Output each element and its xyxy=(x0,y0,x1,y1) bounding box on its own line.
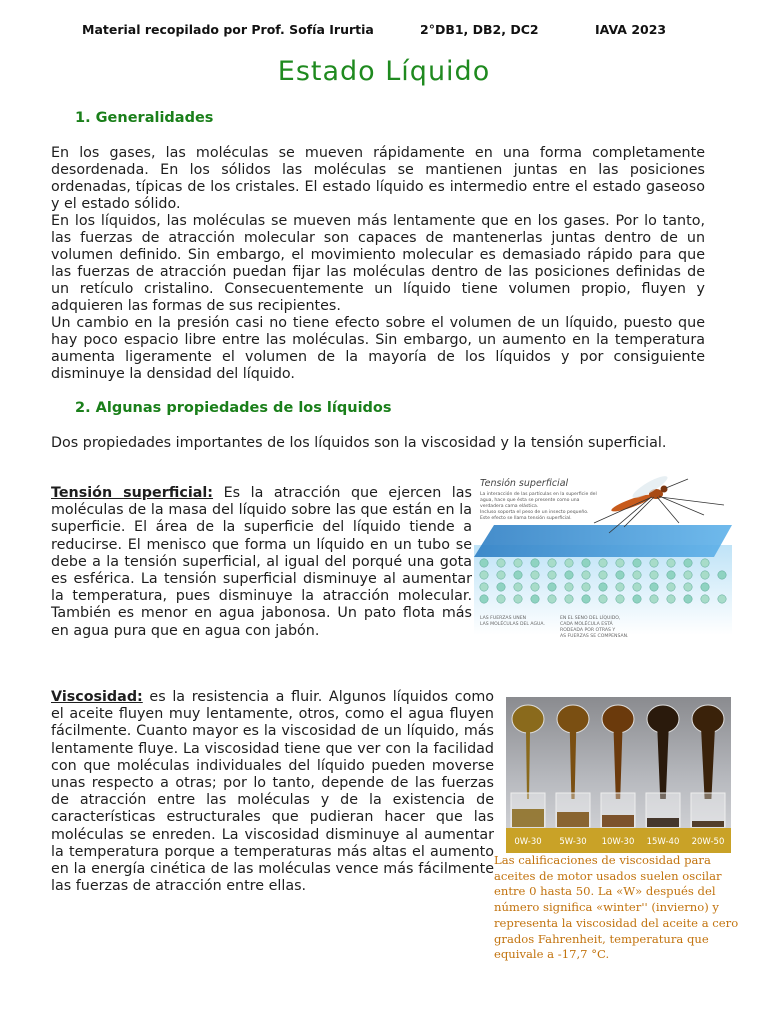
molecule xyxy=(701,571,709,579)
viscosity-paragraph xyxy=(51,689,494,895)
beaker-oil xyxy=(512,809,544,827)
molecule xyxy=(599,571,607,579)
section-propiedades-intro: Dos propiedades importantes de los líquidos son la viscosidad y la tensión superficial. xyxy=(51,435,667,451)
molecule xyxy=(650,595,658,603)
molecule xyxy=(548,571,556,579)
molecule xyxy=(514,583,522,591)
svg-text:Este efecto se llama tensión s: Este efecto se llama tensión superficial. xyxy=(480,516,572,521)
section-heading-propiedades: 2. Algunas propiedades de los líquidos xyxy=(75,400,392,416)
molecule xyxy=(497,559,505,567)
molecule xyxy=(514,571,522,579)
molecule xyxy=(582,571,590,579)
tension-text: Es la atracción que ejercen las moléculas de la masa del líquido sobre las que están en la superficie. El área de la superficie del líquido tiende a reducirse. El menisco que forma un líquido en un tubo se debe a la tensión superficial, al igual del porqué una gota es esférica. La tensión superficial disminuye al aumentar la temperatura, pues disminuye la atracción molecular. También es menor en agua jabonosa. Un pato flota más en agua pura que en agua con jabón. xyxy=(51,485,472,639)
section-heading-generalidades: 1. Generalidades xyxy=(75,110,214,126)
grade-label: 20W-50 xyxy=(691,837,725,847)
molecule xyxy=(684,571,692,579)
oil-funnel xyxy=(557,705,589,733)
header-institution: IAVA 2023 xyxy=(595,22,667,37)
molecule xyxy=(582,583,590,591)
oil-photo-caption: Las calificaciones de viscosidad para aceites de motor usados suelen oscilar entre 0 hasta 50. La «W» después del número significa «winter'' (invierno) y representa la viscosidad del aceite a cero grados Fahrenheit, temperatura que equivale a -17,7 °C. xyxy=(494,853,739,962)
beaker-oil xyxy=(692,821,724,827)
molecule xyxy=(582,595,590,603)
molecule xyxy=(616,583,624,591)
molecule xyxy=(480,571,488,579)
molecule xyxy=(667,595,675,603)
paragraph: En los gases, las moléculas se mueven rápidamente en una forma completamente desordenada. En los sólidos las moléculas se mantienen juntas en las posiciones ordenadas, típicas de los cristales. El estado líquido es intermedio entre el estado gaseoso y el estado sólido. xyxy=(51,145,705,212)
grade-label: 15W-40 xyxy=(646,837,680,847)
molecule xyxy=(480,595,488,603)
molecule xyxy=(616,559,624,567)
viscosity-term: Viscosidad: xyxy=(51,689,143,705)
beaker-oil xyxy=(557,812,589,827)
molecule xyxy=(701,595,709,603)
molecule xyxy=(531,595,539,603)
molecule xyxy=(616,571,624,579)
molecule xyxy=(531,571,539,579)
page-title: Estado Líquido xyxy=(277,56,491,87)
molecule xyxy=(701,559,709,567)
molecule xyxy=(565,583,573,591)
molecule xyxy=(684,583,692,591)
molecule xyxy=(650,583,658,591)
oil-funnel xyxy=(692,705,724,733)
molecule xyxy=(650,571,658,579)
molecule xyxy=(667,571,675,579)
molecule xyxy=(599,559,607,567)
figure-label-left: LAS MOLÉCULAS DEL AGUA. xyxy=(480,622,545,627)
viscosity-text: es la resistencia a fluir. Algunos líquidos como el aceite fluyen muy lentamente, otros, como el agua fluyen fácilmente. Cuanto mayor es la viscosidad de un líquido, más lentamente fluye. La viscosidad tiene que ver con la facilidad con que moléculas individuales del líquido pueden moverse unas respecto a otras; por lo tanto, depende de las fuerzas de atracción entre las moléculas y de la existencia de características estructurales que pudieran hacer que las moléculas se enreden. La viscosidad disminuye al aumentar la temperatura porque a temperaturas más altas el aumento en la energía cinética de las moléculas vence más fácilmente las fuerzas de atracción entre ellas. xyxy=(51,689,494,895)
grade-label: 0W-30 xyxy=(514,837,542,847)
molecule xyxy=(514,595,522,603)
molecule xyxy=(514,559,522,567)
molecule xyxy=(667,583,675,591)
molecule xyxy=(565,559,573,567)
tension-term: Tensión superficial: xyxy=(51,485,214,501)
header-groups: 2°DB1, DB2, DC2 xyxy=(420,22,539,37)
molecule xyxy=(633,595,641,603)
molecule xyxy=(718,571,726,579)
molecule xyxy=(684,595,692,603)
figure-label-right: EN EL SENO DEL LÍQUIDO, xyxy=(560,616,621,621)
surface-tension-illustration xyxy=(474,475,732,639)
oil-funnel xyxy=(512,705,544,733)
beaker-oil xyxy=(602,815,634,827)
svg-text:La interacción de las partícul: La interacción de las partículas en la superficie del xyxy=(480,492,597,497)
figure-label-right: CADA MOLÉCULA ESTÁ xyxy=(560,622,613,627)
molecule xyxy=(480,559,488,567)
molecule xyxy=(599,595,607,603)
beaker-oil xyxy=(647,818,679,827)
tension-paragraph xyxy=(51,485,472,640)
molecule xyxy=(582,559,590,567)
molecule xyxy=(480,583,488,591)
molecule xyxy=(633,559,641,567)
grade-label: 5W-30 xyxy=(559,837,587,847)
molecule xyxy=(667,559,675,567)
molecule xyxy=(548,583,556,591)
molecule xyxy=(599,583,607,591)
oil-funnel xyxy=(647,705,679,733)
grade-label: 10W-30 xyxy=(601,837,635,847)
molecule xyxy=(565,595,573,603)
molecule xyxy=(531,583,539,591)
molecule xyxy=(718,595,726,603)
oil-viscosity-photo xyxy=(506,697,731,853)
figure-label-right: AS FUERZAS SE COMPENSAN. xyxy=(560,634,629,639)
molecule xyxy=(650,559,658,567)
figure-label-right: RODEADA POR OTRAS Y xyxy=(560,628,616,633)
paragraph: Un cambio en la presión casi no tiene efecto sobre el volumen de un líquido, puesto que hay poco espacio libre entre las moléculas. Sin embargo, un aumento en la temperatura aumenta ligeramente el volumen de la mayoría de los líquidos y por consiguiente disminuye la densidad del líquido. xyxy=(51,315,705,382)
molecule xyxy=(701,583,709,591)
svg-text:verdadera cama elástica.: verdadera cama elástica. xyxy=(480,504,539,509)
svg-text:Incluso soporta el peso de un: Incluso soporta el peso de un insecto pequeño. xyxy=(480,510,589,515)
molecule xyxy=(616,595,624,603)
molecule xyxy=(633,583,641,591)
molecule xyxy=(531,559,539,567)
molecule xyxy=(497,583,505,591)
oil-funnel xyxy=(602,705,634,733)
paragraph: En los líquidos, las moléculas se mueven más lentamente que en los gases. Por lo tanto, las fuerzas de atracción molecular son capaces de mantenerlas juntas dentro de un volumen definido. Sin embargo, el movimiento molecular es demasiado rápido para que las fuerzas de atracción puedan fijar las moléculas dentro de las posiciones definidas de un retículo cristalino. Consecuentemente un líquido tiene volumen propio, fluyen y adquieren las formas de sus recipientes. xyxy=(51,213,705,314)
molecule xyxy=(497,571,505,579)
molecule xyxy=(633,571,641,579)
molecule xyxy=(497,595,505,603)
header-author: Material recopilado por Prof. Sofía Irurtia xyxy=(82,22,374,37)
molecule xyxy=(548,595,556,603)
molecule xyxy=(684,559,692,567)
figure-title: Tensión superficial xyxy=(480,478,569,489)
svg-text:agua, hace que ésta se present: agua, hace que ésta se presente como una xyxy=(480,498,580,503)
molecule xyxy=(548,559,556,567)
section-generalidades-body xyxy=(51,145,705,383)
figure-label-left: LAS FUERZAS UNEN xyxy=(480,616,527,621)
molecule xyxy=(565,571,573,579)
